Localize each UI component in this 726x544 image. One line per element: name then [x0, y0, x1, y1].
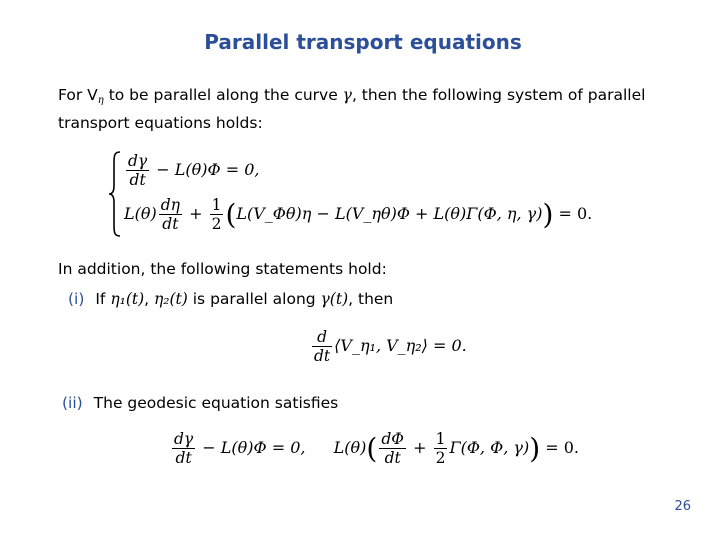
item-2 [62, 392, 338, 414]
item-2-fraction-a: $\frac{d\gamma}{dt}$ [174, 430, 194, 467]
page-number: 26 [674, 499, 691, 514]
item-2-eq-b-inner: Γ(Φ, Φ, γ) [449, 438, 530, 457]
intro-vector: V [87, 86, 98, 104]
item-1-eq-body: ⟨V_η₁, V_η₂⟩ = 0. [334, 336, 467, 355]
item-1-gamma: γ(t) [320, 290, 349, 308]
item-1 [68, 288, 393, 310]
addition-text: In addition, the following statements hold: [58, 260, 387, 278]
item-1-equation [310, 328, 467, 365]
eq2-inner: L(V_Φθ)η − L(V_ηθ)Φ + L(θ)Γ(Φ, η, γ) [236, 204, 543, 223]
item-2-eq-b-plus: + [413, 438, 427, 457]
item-1-text-b: is parallel along [187, 290, 321, 308]
system-equation-1 [124, 152, 259, 189]
intro-text-1: For [58, 86, 88, 104]
eq2-left: L(θ) [124, 204, 157, 223]
eq2-half: $\frac{1}{2}$ [211, 196, 222, 233]
eq2-fraction: $\frac{d\eta}{dt}$ [160, 196, 180, 233]
item-2-text: The geodesic equation satisfies [93, 394, 339, 412]
item-1-sep: , [144, 290, 154, 308]
item-2-label: (ii) [62, 394, 83, 412]
eq1-rest: − L(θ)Φ = 0, [156, 160, 260, 179]
system-brace [108, 150, 122, 238]
item-1-text-a: If [95, 290, 111, 308]
item-2-eq-b-tail: = 0. [545, 438, 579, 457]
item-2-equation: $\frac{d\gamma}{dt}$ − L(θ)Φ = 0, L(θ)( $\frac{d\Phi}{dt}$ + $\frac{1}{2}$ Γ(Φ, Φ, γ)) = 0. [174, 430, 579, 467]
item-2-fraction-b: $\frac{d\Phi}{dt}$ [381, 430, 404, 467]
eq1-fraction: $\frac{d\gamma}{dt}$ [128, 152, 148, 189]
intro-vector-sub: η [97, 95, 104, 106]
eq2-plus: + [189, 204, 203, 223]
item-1-fraction: $\frac{d}{dt}$ [314, 328, 331, 365]
eq2-tail: = 0. [558, 204, 593, 223]
item-1-eta1: η₁(t) [110, 290, 145, 308]
item-2-eq-b-left: L(θ) [333, 438, 367, 457]
item-1-eta2: η₂(t) [154, 290, 188, 308]
item-2-eq-a-rest: − L(θ)Φ = 0, [202, 438, 306, 457]
item-2-half: $\frac{1}{2}$ [435, 430, 446, 467]
item-1-text-c: , then [348, 290, 394, 308]
intro-paragraph [58, 84, 658, 134]
system-equation-2: L(θ) $\frac{d\eta}{dt}$ + $\frac{1}{2}$ (L(V_Φθ)η − L(V_ηθ)Φ + L(θ)Γ(Φ, η, γ)) = 0. [124, 196, 593, 233]
intro-text-3: , then the following system of parallel transport equations holds: [58, 86, 646, 132]
intro-text-2: to be parallel along the curve [103, 86, 343, 104]
item-1-label: (i) [68, 290, 85, 308]
slide-title: Parallel transport equations [204, 30, 522, 54]
intro-gamma: γ [342, 86, 352, 104]
